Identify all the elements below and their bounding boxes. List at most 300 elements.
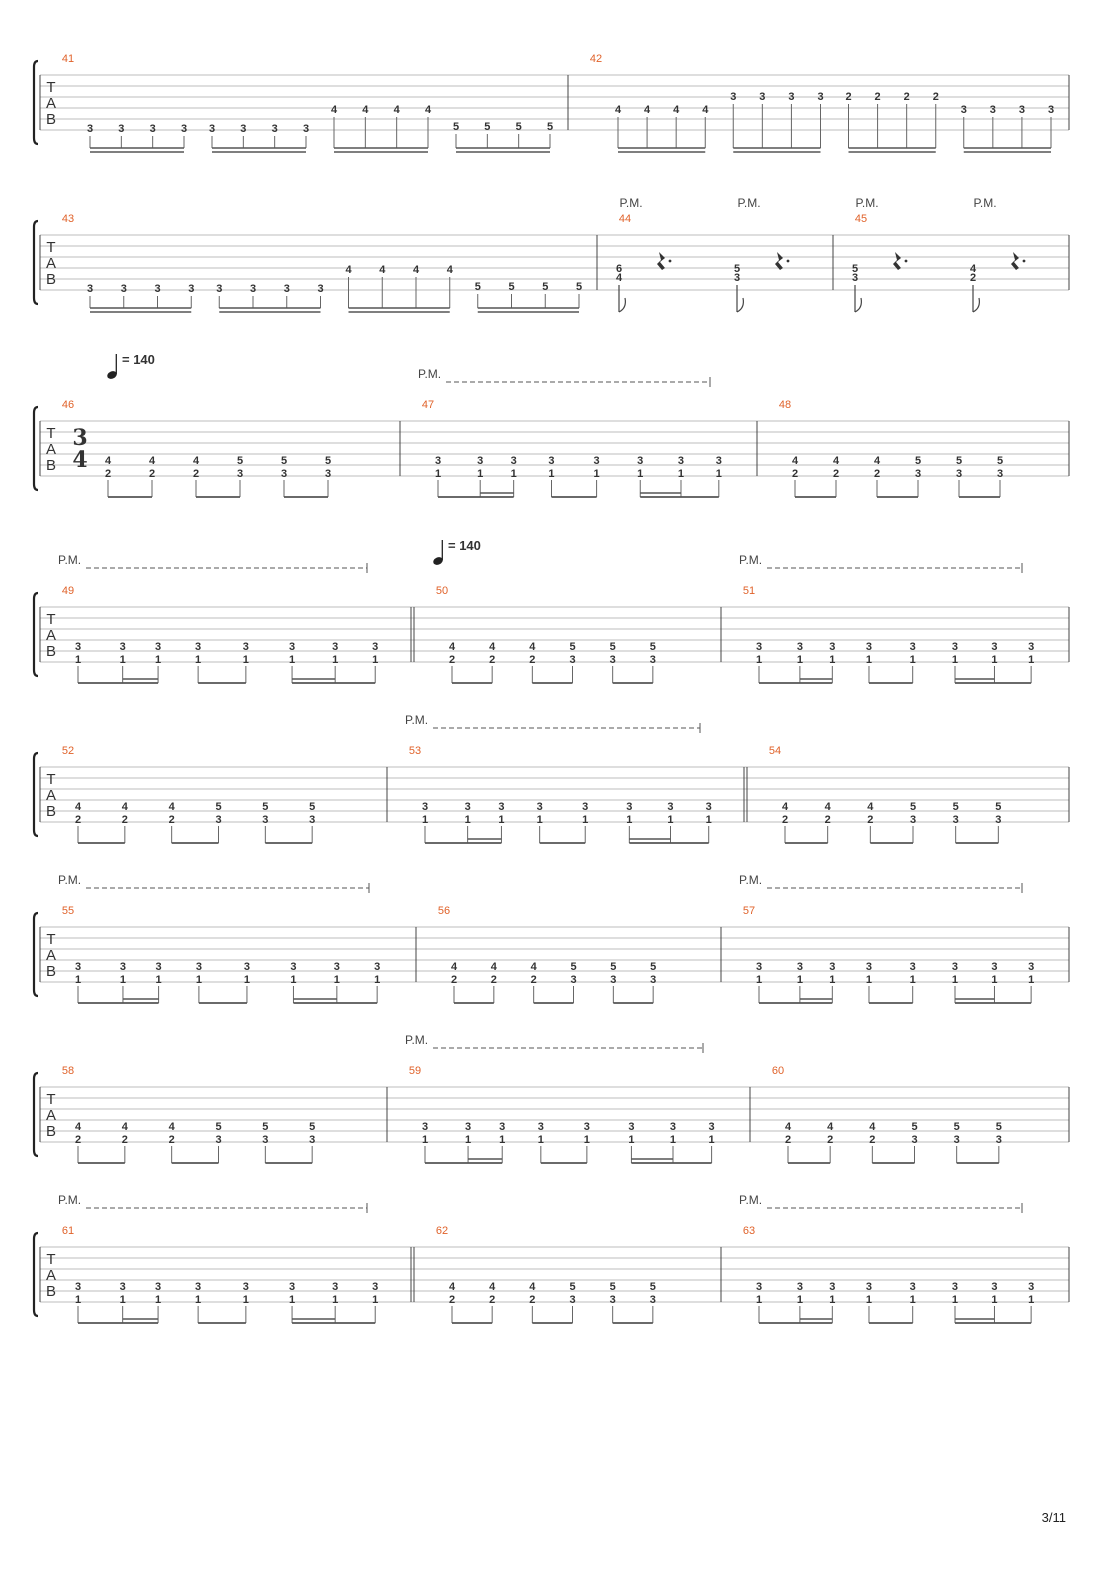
fret-number: 1 — [755, 974, 763, 986]
fret-number: 2 — [74, 814, 82, 826]
fret-number: 1 — [829, 1294, 836, 1306]
fret-number: 1 — [434, 468, 442, 480]
fret-number: 3 — [609, 654, 616, 666]
fret-number: 1 — [755, 654, 763, 666]
tab-clef-letter: T — [46, 771, 56, 788]
fret-number: 3 — [86, 283, 94, 295]
tab-clef-letter: T — [46, 1091, 56, 1108]
fret-number: 3 — [796, 1281, 803, 1293]
fret-number: 5 — [911, 1121, 918, 1133]
fret-number: 1 — [499, 1134, 506, 1146]
tempo-marking: = 140 — [122, 352, 155, 367]
fret-number: 5 — [515, 121, 522, 133]
fret-number: 2 — [791, 468, 799, 480]
fret-number: 3 — [569, 1294, 576, 1306]
fret-number: 4 — [393, 104, 400, 116]
fret-number: 1 — [119, 654, 126, 666]
fret-number: 5 — [575, 281, 583, 293]
fret-number: 1 — [372, 1294, 379, 1306]
fret-number: 1 — [465, 1134, 472, 1146]
fret-number: 3 — [208, 123, 216, 135]
fret-number: 3 — [119, 961, 127, 973]
fret-number: 3 — [74, 641, 82, 653]
measure-number: 56 — [437, 905, 451, 917]
fret-number: 3 — [715, 455, 722, 467]
rest-dot — [787, 260, 790, 263]
fret-number: 3 — [1028, 641, 1035, 653]
fret-number: 3 — [465, 1121, 472, 1133]
fret-number: 5 — [309, 801, 316, 813]
fret-number: 1 — [288, 654, 296, 666]
fret-number: 3 — [243, 961, 251, 973]
palm-mute-label: P.M. — [739, 1193, 763, 1207]
fret-number: 2 — [168, 814, 175, 826]
fret-number: 1 — [865, 974, 873, 986]
fret-number: 3 — [240, 123, 247, 135]
fret-number: 1 — [290, 974, 297, 986]
measure-number: 42 — [589, 53, 603, 65]
fret-number: 1 — [421, 814, 429, 826]
fret-number: 3 — [242, 641, 249, 653]
palm-mute-label: P.M. — [58, 553, 82, 567]
fret-number: 2 — [874, 91, 881, 103]
fret-number: 2 — [74, 1134, 82, 1146]
fret-number: 2 — [121, 814, 128, 826]
fret-number: 2 — [448, 1294, 456, 1306]
fret-number: 2 — [121, 1134, 128, 1146]
fret-number: 3 — [120, 283, 127, 295]
fret-number: 1 — [372, 654, 379, 666]
fret-number: 3 — [271, 123, 278, 135]
fret-number: 3 — [333, 961, 340, 973]
fret-number: 3 — [817, 91, 824, 103]
fret-number: 3 — [637, 455, 644, 467]
fret-number: 3 — [283, 283, 290, 295]
fret-number: 2 — [529, 1294, 536, 1306]
rest-dot — [905, 260, 908, 263]
tab-clef-letter: T — [46, 239, 56, 256]
fret-number: 3 — [909, 961, 916, 973]
fret-number: 3 — [951, 1281, 959, 1293]
fret-number: 1 — [1028, 654, 1035, 666]
fret-number: 3 — [759, 91, 766, 103]
fret-number: 3 — [372, 1281, 379, 1293]
measure-number: 49 — [61, 585, 75, 597]
fret-number: 4 — [791, 455, 799, 467]
fret-number: 1 — [498, 814, 505, 826]
fret-number: 1 — [119, 1294, 126, 1306]
system-bracket — [34, 593, 38, 676]
fret-number: 2 — [490, 974, 497, 986]
fret-number: 1 — [421, 1134, 429, 1146]
fret-number: 1 — [796, 1294, 803, 1306]
fret-number: 1 — [909, 654, 916, 666]
fret-number: 2 — [903, 91, 910, 103]
fret-number: 3 — [865, 961, 873, 973]
fret-number: 1 — [991, 974, 998, 986]
fret-number: 3 — [582, 801, 589, 813]
fret-number: 5 — [609, 641, 616, 653]
fret-number: 1 — [582, 814, 589, 826]
fret-number: 4 — [121, 1121, 128, 1133]
fret-number: 1 — [195, 654, 202, 666]
fret-number: 5 — [952, 801, 959, 813]
fret-number: 6 — [615, 263, 623, 275]
fret-number: 3 — [865, 1281, 873, 1293]
fret-number: 1 — [951, 1294, 959, 1306]
fret-number: 2 — [448, 654, 456, 666]
fret-number: 3 — [669, 1121, 677, 1133]
fret-number: 4 — [104, 455, 112, 467]
fret-number: 3 — [215, 1134, 222, 1146]
fret-number: 5 — [649, 641, 656, 653]
palm-mute-label: P.M. — [58, 873, 82, 887]
page-number: 3/11 — [1041, 1510, 1066, 1525]
fret-number: 1 — [667, 814, 674, 826]
fret-number: 3 — [309, 1134, 316, 1146]
fret-number: 4 — [644, 104, 651, 116]
fret-number: 1 — [626, 814, 633, 826]
tab-clef-letter: T — [46, 611, 56, 628]
fret-number: 2 — [489, 654, 496, 666]
tab-clef-letter: A — [45, 255, 57, 272]
fret-number: 3 — [372, 641, 379, 653]
fret-number: 1 — [155, 654, 162, 666]
fret-number: 3 — [498, 801, 505, 813]
fret-number: 1 — [755, 1294, 763, 1306]
measure-number: 47 — [421, 399, 435, 411]
fret-number: 4 — [121, 801, 128, 813]
measure-number: 57 — [742, 905, 756, 917]
time-signature-top: 3 — [72, 425, 88, 451]
fret-number: 4 — [614, 104, 622, 116]
fret-number: 3 — [755, 961, 763, 973]
fret-number: 2 — [784, 1134, 792, 1146]
fret-number: 3 — [730, 91, 737, 103]
tab-clef-letter: B — [45, 1123, 57, 1140]
fret-number: 3 — [865, 641, 873, 653]
palm-mute-label: P.M. — [855, 196, 879, 210]
fret-number: 1 — [74, 654, 82, 666]
fret-number: 4 — [448, 1281, 456, 1293]
fret-number: 4 — [192, 455, 200, 467]
fret-number: 2 — [832, 468, 840, 480]
fret-number: 3 — [262, 814, 269, 826]
fret-number: 5 — [569, 1281, 576, 1293]
fret-number: 5 — [914, 455, 922, 467]
measure-number: 60 — [771, 1065, 785, 1077]
palm-mute-label: P.M. — [418, 367, 442, 381]
fret-number: 4 — [969, 263, 977, 275]
system-bracket — [34, 753, 38, 836]
fret-number: 1 — [593, 468, 600, 480]
fret-number: 3 — [118, 123, 125, 135]
fret-number: 5 — [484, 121, 491, 133]
fret-number: 4 — [827, 1121, 834, 1133]
tab-clef-letter: A — [45, 95, 57, 112]
fret-number: 3 — [434, 455, 442, 467]
fret-number: 5 — [542, 281, 549, 293]
fret-number: 1 — [464, 814, 471, 826]
fret-number: 3 — [851, 272, 859, 284]
fret-number: 2 — [192, 468, 200, 480]
palm-mute-label: P.M. — [739, 553, 763, 567]
measure-number: 58 — [61, 1065, 75, 1077]
fret-number: 3 — [755, 1281, 763, 1293]
system-bracket — [34, 1233, 38, 1316]
measure-number: 43 — [61, 213, 75, 225]
fret-number: 3 — [317, 283, 324, 295]
measure-number: 46 — [61, 399, 75, 411]
fret-number: 1 — [796, 974, 803, 986]
fret-number: 3 — [290, 961, 297, 973]
rest-dot — [669, 260, 672, 263]
tab-clef-letter: A — [45, 947, 57, 964]
fret-number: 1 — [195, 1294, 202, 1306]
fret-number: 3 — [914, 468, 922, 480]
fret-number: 2 — [450, 974, 458, 986]
fret-number: 4 — [489, 1281, 496, 1293]
fret-number: 1 — [677, 468, 685, 480]
fret-number: 1 — [119, 974, 127, 986]
fret-number: 4 — [529, 1281, 536, 1293]
tab-clef-letter: B — [45, 111, 57, 128]
fret-number: 3 — [995, 1134, 1002, 1146]
fret-number: 3 — [154, 283, 161, 295]
fret-number: 3 — [188, 283, 195, 295]
fret-number: 2 — [827, 1134, 834, 1146]
fret-number: 1 — [715, 468, 722, 480]
fret-number: 5 — [995, 801, 1002, 813]
fret-number: 3 — [119, 1281, 126, 1293]
fret-number: 3 — [829, 641, 836, 653]
time-signature-bottom: 4 — [72, 447, 88, 473]
fret-number: 5 — [262, 1121, 269, 1133]
fret-number: 4 — [490, 961, 497, 973]
fret-number: 3 — [155, 961, 162, 973]
palm-mute-label: P.M. — [405, 1033, 429, 1047]
fret-number: 4 — [489, 641, 496, 653]
fret-number: 5 — [610, 961, 617, 973]
fret-number: 5 — [953, 1121, 960, 1133]
fret-number: 5 — [909, 801, 917, 813]
measure-number: 52 — [61, 745, 75, 757]
fret-number: 1 — [909, 1294, 916, 1306]
fret-number: 3 — [1047, 104, 1055, 116]
fret-number: 5 — [452, 121, 460, 133]
fret-number: 5 — [309, 1121, 316, 1133]
tab-clef-letter: B — [45, 643, 57, 660]
rest-icon — [893, 252, 901, 270]
fret-number: 1 — [628, 1134, 635, 1146]
fret-number: 3 — [236, 468, 244, 480]
fret-number: 4 — [168, 1121, 175, 1133]
fret-number: 4 — [867, 801, 874, 813]
fret-number: 3 — [649, 654, 656, 666]
fret-number: 3 — [991, 961, 998, 973]
fret-number: 4 — [345, 264, 352, 276]
fret-number: 1 — [991, 654, 998, 666]
fret-number: 2 — [489, 1294, 496, 1306]
fret-number: 3 — [952, 814, 959, 826]
rest-icon — [1011, 252, 1019, 270]
fret-number: 1 — [637, 468, 644, 480]
fret-number: 2 — [824, 814, 831, 826]
measure-number: 54 — [768, 745, 782, 757]
system-bracket — [34, 1073, 38, 1156]
fret-number: 3 — [951, 641, 959, 653]
fret-number: 3 — [510, 455, 517, 467]
note-flag — [855, 298, 861, 312]
fret-number: 1 — [374, 974, 381, 986]
fret-number: 1 — [155, 1294, 162, 1306]
fret-number: 3 — [909, 814, 917, 826]
fret-number: 3 — [242, 1281, 249, 1293]
measure-number: 44 — [618, 213, 632, 225]
fret-number: 4 — [450, 961, 458, 973]
fret-number: 1 — [1028, 974, 1035, 986]
fret-number: 5 — [650, 961, 657, 973]
palm-mute-label: P.M. — [405, 713, 429, 727]
fret-number: 2 — [530, 974, 537, 986]
fret-number: 1 — [708, 1134, 715, 1146]
fret-number: 5 — [851, 263, 859, 275]
fret-number: 1 — [195, 974, 202, 986]
fret-number: 3 — [288, 641, 296, 653]
fret-number: 5 — [649, 1281, 656, 1293]
measure-number: 48 — [778, 399, 792, 411]
tab-clef-letter: T — [46, 931, 56, 948]
fret-number: 3 — [755, 641, 763, 653]
fret-number: 3 — [195, 641, 202, 653]
tempo-marking: = 140 — [448, 538, 481, 553]
fret-number: 1 — [332, 654, 339, 666]
fret-number: 3 — [332, 1281, 339, 1293]
palm-mute-label: P.M. — [58, 1193, 82, 1207]
tab-clef-letter: A — [45, 627, 57, 644]
tab-clef-letter: A — [45, 1107, 57, 1124]
fret-number: 1 — [865, 1294, 873, 1306]
measure-number: 61 — [61, 1225, 75, 1237]
fret-number: 1 — [796, 654, 803, 666]
fret-number: 3 — [953, 1134, 960, 1146]
system-bracket — [34, 221, 38, 304]
fret-number: 5 — [546, 121, 554, 133]
fret-number: 5 — [324, 455, 332, 467]
fret-number: 3 — [280, 468, 288, 480]
fret-number: 3 — [1028, 1281, 1035, 1293]
fret-number: 3 — [909, 1281, 916, 1293]
fret-number: 3 — [955, 468, 963, 480]
fret-number: 3 — [1028, 961, 1035, 973]
fret-number: 3 — [1018, 104, 1025, 116]
fret-number: 4 — [702, 104, 709, 116]
rest-icon — [657, 252, 665, 270]
fret-number: 5 — [570, 961, 577, 973]
fret-number: 4 — [530, 961, 537, 973]
fret-number: 4 — [873, 455, 881, 467]
fret-number: 3 — [195, 1281, 202, 1293]
fret-number: 5 — [609, 1281, 616, 1293]
tab-clef-letter: B — [45, 271, 57, 288]
fret-number: 2 — [148, 468, 156, 480]
measure-number: 45 — [854, 213, 868, 225]
measure-number: 51 — [742, 585, 756, 597]
fret-number: 3 — [537, 1121, 544, 1133]
fret-number: 4 — [412, 264, 420, 276]
palm-mute-label: P.M. — [737, 196, 761, 210]
fret-number: 4 — [673, 104, 680, 116]
measure-number: 41 — [61, 53, 75, 65]
fret-number: 3 — [996, 468, 1004, 480]
rest-dot — [1023, 260, 1026, 263]
fret-number: 4 — [615, 272, 623, 284]
fret-number: 3 — [302, 123, 310, 135]
fret-number: 3 — [155, 641, 162, 653]
fret-number: 1 — [74, 1294, 82, 1306]
fret-number: 5 — [474, 281, 481, 293]
fret-number: 4 — [781, 801, 789, 813]
measure-number: 50 — [435, 585, 449, 597]
fret-number: 3 — [609, 1294, 616, 1306]
fret-number: 2 — [781, 814, 789, 826]
fret-number: 3 — [195, 961, 202, 973]
measure-number: 55 — [61, 905, 75, 917]
fret-number: 1 — [333, 974, 340, 986]
fret-number: 3 — [249, 283, 257, 295]
fret-number: 3 — [421, 1121, 429, 1133]
fret-number: 4 — [148, 455, 156, 467]
tab-clef-letter: B — [45, 963, 57, 980]
fret-number: 4 — [824, 801, 831, 813]
fret-number: 3 — [829, 1281, 836, 1293]
fret-number: 3 — [829, 961, 836, 973]
fret-number: 1 — [865, 654, 873, 666]
fret-number: 2 — [932, 91, 939, 103]
fret-number: 4 — [869, 1121, 876, 1133]
fret-number: 4 — [448, 641, 456, 653]
fret-number: 1 — [536, 814, 543, 826]
fret-number: 4 — [362, 104, 369, 116]
fret-number: 3 — [309, 814, 316, 826]
note-flag — [973, 298, 979, 312]
fret-number: 4 — [74, 1121, 82, 1133]
fret-number: 1 — [583, 1134, 590, 1146]
fret-number: 1 — [548, 468, 555, 480]
fret-number: 3 — [215, 814, 222, 826]
fret-number: 4 — [529, 641, 536, 653]
fret-number: 5 — [215, 1121, 222, 1133]
fret-number: 1 — [243, 974, 251, 986]
fret-number: 5 — [996, 455, 1004, 467]
fret-number: 3 — [86, 123, 94, 135]
fret-number: 3 — [536, 801, 543, 813]
fret-number: 3 — [796, 641, 803, 653]
fret-number: 4 — [74, 801, 82, 813]
tab-clef-letter: T — [46, 425, 56, 442]
measure-number: 53 — [408, 745, 422, 757]
tab-clef-letter: A — [45, 787, 57, 804]
fret-number: 4 — [330, 104, 338, 116]
tab-clef-letter: B — [45, 457, 57, 474]
fret-number: 3 — [909, 641, 916, 653]
fret-number: 3 — [960, 104, 967, 116]
fret-number: 5 — [508, 281, 515, 293]
fret-number: 1 — [155, 974, 162, 986]
fret-number: 3 — [155, 1281, 162, 1293]
fret-number: 3 — [216, 283, 223, 295]
fret-number: 5 — [236, 455, 244, 467]
